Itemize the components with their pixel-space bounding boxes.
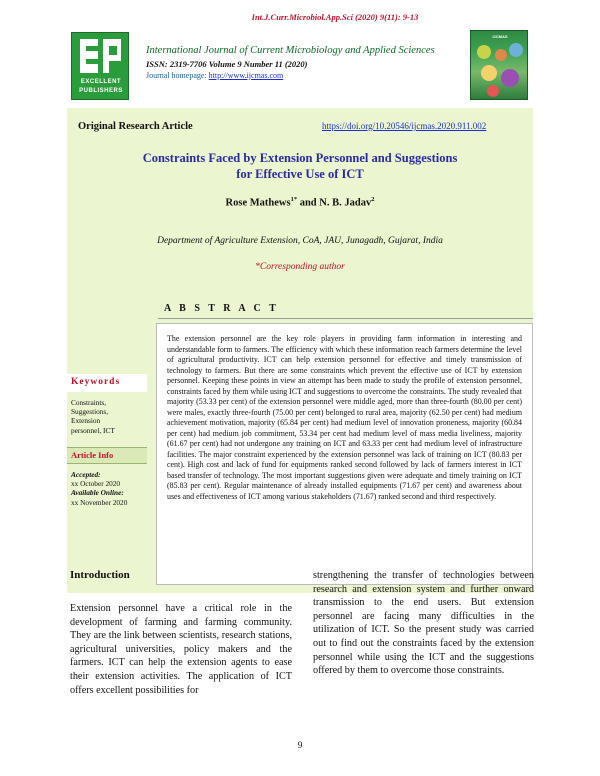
logo-line-1: EXCELLENT bbox=[80, 79, 122, 85]
affiliation: Department of Agriculture Extension, CoA, JAU, Junagadh, Gujarat, India bbox=[157, 236, 443, 246]
logo-line-2: PUBLISHERS bbox=[79, 88, 123, 94]
page-number: 9 bbox=[297, 741, 303, 751]
keyword-item: Suggestions, bbox=[71, 407, 109, 417]
issn-volume: ISSN: 2319-7706 Volume 9 Number 11 (2020) bbox=[146, 59, 308, 69]
keywords-list bbox=[71, 398, 145, 435]
accepted-label: Accepted: bbox=[71, 470, 101, 479]
author-2: N. B. Jadav bbox=[319, 197, 372, 209]
online-label: Available Online: bbox=[71, 488, 124, 498]
keyword-item: Extension bbox=[71, 416, 101, 426]
introduction-right-column: strengthening the transfer of technologies between research and extension system and further onward transmission to the end users. But extension personnel are facing many difficulties in the utilization of ICT. So the present study was carried out to find out the constraints faced by the extension personnel while using the ICT and the suggestions offered by them to overcome those constraints. bbox=[313, 570, 534, 677]
homepage-link[interactable]: http://www.ijcmas.com bbox=[208, 71, 284, 80]
article-info-list bbox=[71, 470, 149, 507]
author-connector: and bbox=[297, 197, 320, 209]
journal-homepage bbox=[146, 71, 283, 80]
author-2-affil: 2 bbox=[371, 196, 375, 203]
running-head: Int.J.Curr.Microbiol.App.Sci (2020) 9(11): 9-13 bbox=[251, 12, 419, 22]
abstract-heading: A B S T R A C T bbox=[164, 303, 279, 314]
online-date: xx November 2020 bbox=[71, 497, 128, 507]
title-line-2: for Effective Use of ICT bbox=[236, 167, 364, 181]
author-1-affil: 1* bbox=[290, 196, 298, 203]
keyword-item: Constraints, bbox=[71, 398, 107, 407]
doi-link[interactable]: https://doi.org/10.20546/ijcmas.2020.911.002 bbox=[322, 121, 487, 131]
author-list bbox=[90, 196, 510, 209]
cover-title: IJCMAS bbox=[492, 34, 508, 39]
journal-name: International Journal of Current Microbiology and Applied Sciences bbox=[146, 45, 435, 56]
introduction-left-column: Extension personnel have a critical role in the development of farming and farming community. They are the link between scientists, research stations, agricultural universities, policy makers and the farmers. ICT can help the extension agents to ease their extension activities. The application of ICT offers excellent possibilities for bbox=[70, 603, 292, 696]
keyword-item: personnel, ICT bbox=[71, 425, 115, 435]
accepted-date: xx October 2020 bbox=[71, 479, 121, 489]
abstract-divider bbox=[158, 318, 533, 319]
title-line-1: Constraints Faced by Extension Personnel and Suggestions bbox=[142, 151, 458, 165]
homepage-label: Journal homepage: bbox=[146, 71, 209, 80]
article-info-heading: Article Info bbox=[67, 447, 147, 464]
publisher-logo bbox=[71, 32, 129, 100]
introduction-heading: Introduction bbox=[70, 569, 130, 581]
journal-cover-image bbox=[470, 30, 528, 100]
corresponding-author: *Corresponding author bbox=[255, 262, 345, 272]
keywords-heading: Keywords bbox=[67, 374, 147, 392]
article-type: Original Research Article bbox=[78, 121, 193, 132]
author-1: Rose Mathews bbox=[225, 197, 291, 209]
article-title bbox=[90, 150, 510, 182]
abstract-text: The extension personnel are the key role players in providing farm information in interesting and understandable form to farmers. The efficiency with which these information reach farmers determine the level of agricultural productivity. ICT can help extension personnel for effective and timely transmission of technology to farmers. But there are some constraints which prevent the effective use of ICT by extension personnel. Keeping these points in view an attempt has been made to study the profile of extension personnel, constraints faced by them while using ICT and suggestions to overcome the constraints. The study revealed that majority (53.33 per cent) of the extension personnel were middle aged, more than three-fourth (80.00 per cent) were males, exactly three-fourth (75.00 per cent) belonged to rural area, majority (62.50 per cent) had medium achievement motivation, majority (65.84 per cent) had medium level of innovation proneness, majority (60.84 per cent) had medium job commitment, 53.34 per cent had medium level of mass media liveliness, majority (61.67 per cent) had not undergone any training on ICT and 63.33 per cent had medium level of infrastructure facilities. The major constraint experienced by the extension personnel was lack of training on ICT (80.83 per cent). High cost and lack of fund for equipments ranked second followed by lack of farmers interest in ICT based transfer of technology. The most important suggestions given were adequate and timely training on ICT (85.83 per cent). Regular maintenance of already installed equipments (71.67 per cent) and awareness about uses and effectiveness of ICT among various stakeholders (71.67) ranked second and third respectively. bbox=[156, 323, 533, 585]
